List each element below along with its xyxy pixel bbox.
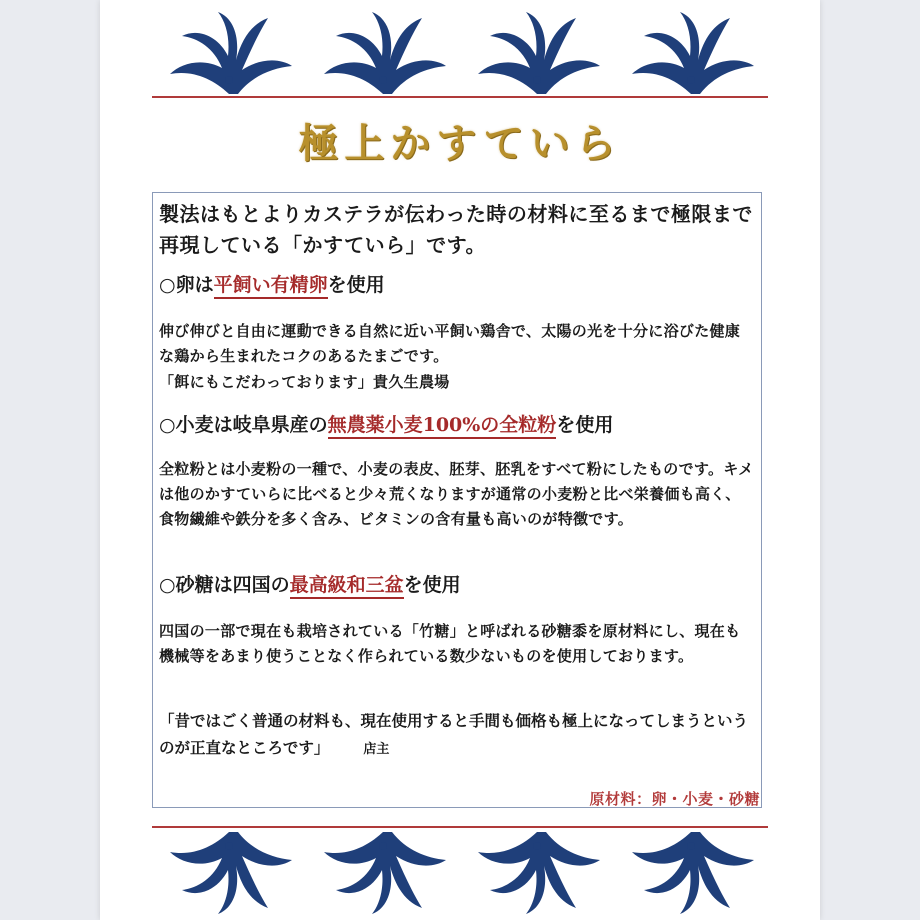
intro-text: 製法はもとよりカステラが伝わった時の材料に至るまで極限まで再現している「かすていら」です。 xyxy=(159,202,753,257)
sugar-heading-highlight: 最高級和三盆 xyxy=(290,574,404,599)
wheat-heading-highlight: 無農薬小麦100%の全粒粉 xyxy=(328,414,557,439)
decorative-rule-bottom xyxy=(152,826,768,828)
wheat-heading-prefix: ○小麦は岐阜県産の xyxy=(159,414,328,436)
quote-text: 「昔ではごく普通の材料も、現在使用すると手間も価格も極上になってしまうというのが正直なところです」 xyxy=(159,711,749,757)
egg-heading-suffix: を使用 xyxy=(327,274,385,296)
sugar-heading xyxy=(159,571,755,599)
decorative-rule-top xyxy=(152,96,768,98)
egg-farm-note: 「餌にもこだわっております」貴久生農場 xyxy=(159,373,450,391)
document-sheet xyxy=(100,0,820,920)
egg-heading-prefix: ○卵は xyxy=(159,274,214,296)
owner-quote xyxy=(159,707,755,763)
page-title: 極上かすていら xyxy=(298,120,622,167)
egg-heading-highlight: 平飼い有精卵 xyxy=(214,274,328,299)
ornamental-border-top xyxy=(152,8,768,96)
wheat-heading-suffix: を使用 xyxy=(556,414,614,436)
ingredients-label: 原材料：卵・小麦・砂糖 xyxy=(589,790,760,808)
sugar-heading-prefix: ○砂糖は四国の xyxy=(159,574,290,596)
ornamental-border-bottom xyxy=(152,830,768,918)
egg-description: 伸び伸びと自由に運動できる自然に近い平飼い鶏舎で、太陽の光を十分に浴びた健康な鶏から生まれたコクのあるたまごです。 xyxy=(159,322,741,365)
egg-heading xyxy=(159,271,755,299)
sugar-description: 四国の一部で現在も栽培されている「竹糖」と呼ばれる砂糖黍を原材料にし、現在も機械等をあまり使うことなく作られている数少ないものを使用しております。 xyxy=(159,622,741,665)
quote-attribution: 店主 xyxy=(363,742,390,757)
wheat-description: 全粒粉とは小麦粉の一種で、小麦の表皮、胚芽、胚乳をすべて粉にしたものです。キメは他のかすていらに比べると少々荒くなりますが通常の小麦粉と比べ栄養価も高く、食物繊維や鉄分を多く含み、ビタミンの含有量も高いのが特徴です。 xyxy=(159,460,754,528)
wheat-heading xyxy=(159,411,755,439)
description-panel xyxy=(152,192,762,808)
sugar-heading-suffix: を使用 xyxy=(403,574,461,596)
